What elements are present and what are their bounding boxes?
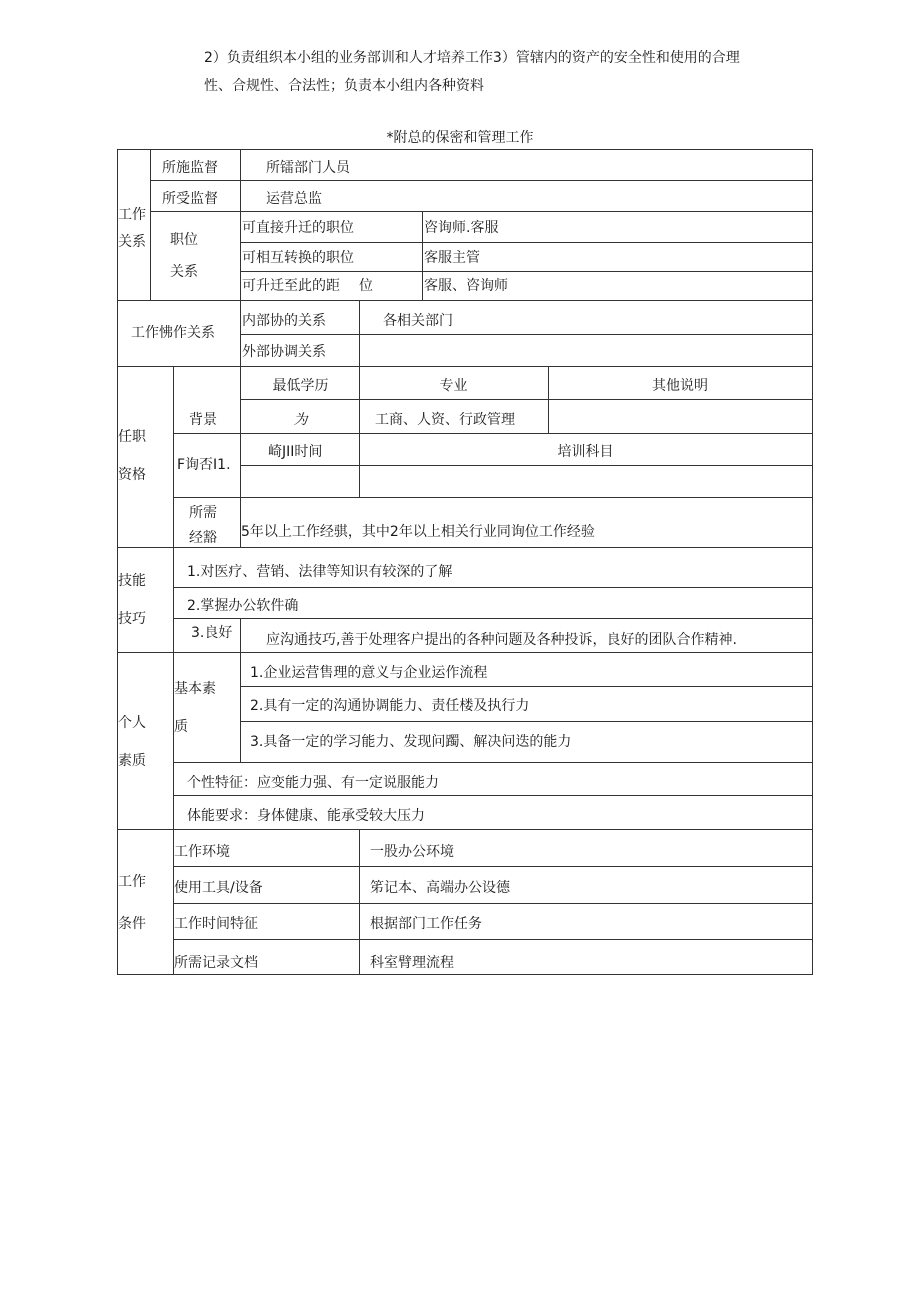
supervised-by-label: 所受监督 xyxy=(162,191,218,207)
col-line xyxy=(359,829,360,975)
col-line xyxy=(422,211,423,300)
row-line xyxy=(240,242,813,243)
row-line xyxy=(117,300,813,301)
row-line xyxy=(117,652,813,653)
row-line xyxy=(173,497,813,498)
basic-quality-2: 2.具有一定的沟通协调能力、责任楼及执行力 xyxy=(250,698,530,714)
work-time-label: 工作时间特征 xyxy=(174,916,258,932)
promote-value: 咨询师.客服 xyxy=(424,220,499,236)
row-line xyxy=(117,829,813,830)
experience-label-2: 经豁 xyxy=(189,530,217,546)
row-line xyxy=(150,211,813,212)
conditions-label-2: 条件 xyxy=(118,916,146,932)
promote-from-label-tail: 位 xyxy=(359,278,373,294)
supervises-value: 所镭部门人员 xyxy=(266,160,350,176)
records-label: 所需记录文档 xyxy=(174,955,258,971)
records-value: 科室臂理流程 xyxy=(370,955,454,971)
col-line xyxy=(240,652,241,762)
education-value: 为 xyxy=(293,412,308,428)
qualification-label-1: 任职 xyxy=(118,429,146,445)
row-line xyxy=(240,271,813,272)
physical-requirement: 体能要求：身体健康、能承受较大压力 xyxy=(187,808,425,824)
row-line xyxy=(117,149,813,150)
row-line xyxy=(117,974,813,975)
tools-label: 使用工具/设备 xyxy=(174,880,263,896)
skill-item-1: 1.对医疗、营销、法律等知识有较深的了解 xyxy=(187,564,453,580)
row-line xyxy=(173,762,813,763)
row-line xyxy=(240,721,813,722)
education-header: 最低学历 xyxy=(272,378,329,394)
skills-label-1: 技能 xyxy=(118,573,146,589)
supervises-label: 所施监督 xyxy=(162,160,218,176)
personality-trait: 个性特征：应变能力强、有一定说服能力 xyxy=(187,775,439,791)
work-relations-label-2: 关系 xyxy=(118,234,146,250)
experience-label-1: 所需 xyxy=(189,505,217,521)
col-line xyxy=(117,149,118,975)
row-line xyxy=(173,795,813,796)
col-line xyxy=(812,149,813,975)
conditions-label-1: 工作 xyxy=(118,874,146,890)
major-header: 专业 xyxy=(439,378,468,394)
intro-paragraph xyxy=(204,44,804,100)
row-line xyxy=(117,547,813,548)
position-relations-label-1: 职位 xyxy=(170,232,198,248)
skills-label-2: 技巧 xyxy=(118,611,146,627)
intro-line-1: 2）负责组织本小组的业务部训和人才培养工作3）管辖内的资产的安全性和使用的合理 xyxy=(204,50,740,66)
background-label: 背景 xyxy=(189,412,217,428)
cooperation-label: 工作怫作关系 xyxy=(131,325,215,341)
work-relations-label-1: 工作 xyxy=(118,207,146,223)
col-line xyxy=(240,149,241,367)
skill-item-3-value: 应沟通技巧,善于处理客户提出的各种问题及各种投诉，良好的团队合作精神. xyxy=(266,632,737,648)
row-line xyxy=(173,903,813,904)
promote-from-value: 客服、咨询师 xyxy=(424,278,508,294)
internal-coop-label: 内部协的关系 xyxy=(242,313,326,329)
promote-label: 可直接升迁的职位 xyxy=(242,220,354,236)
table-caption: *附总的保密和管理工作 xyxy=(386,130,534,146)
personal-label-1: 个人 xyxy=(118,715,146,731)
rotate-label: 可相互转换的职位 xyxy=(242,250,354,266)
skill-item-2: 2.掌握办公软件确 xyxy=(187,598,299,614)
skill-item-3-label: 3.良好 xyxy=(191,625,233,641)
col-line xyxy=(240,618,241,652)
col-line xyxy=(173,652,174,829)
row-line xyxy=(173,866,813,867)
work-env-value: 一股办公环境 xyxy=(370,844,454,860)
personal-label-2: 素质 xyxy=(118,753,146,769)
row-line xyxy=(240,399,813,400)
row-line xyxy=(173,587,813,588)
basic-quality-1: 1.企业运营售理的意义与企业运作流程 xyxy=(250,665,488,681)
qualification-label-2: 资格 xyxy=(118,467,146,483)
row-line xyxy=(173,939,813,940)
training-label: F询否I1. xyxy=(177,457,231,473)
basic-quality-label-2: 质 xyxy=(174,719,188,735)
major-value: 工商、人资、行政管理 xyxy=(375,412,515,428)
row-line xyxy=(150,180,813,181)
internal-coop-value: 各相关部门 xyxy=(383,313,453,329)
row-line xyxy=(240,686,813,687)
col-line xyxy=(359,300,360,366)
row-line xyxy=(173,433,813,434)
basic-quality-3: 3.具备一定的学习能力、发现问躅、解决问迭的能力 xyxy=(250,734,572,750)
basic-quality-label-1: 基本素 xyxy=(174,681,216,697)
training-time-header: 崎JII时间 xyxy=(268,444,323,460)
other-header: 其他说明 xyxy=(652,378,708,394)
col-line xyxy=(173,366,174,547)
col-line xyxy=(173,547,174,652)
rotate-value: 客服主管 xyxy=(424,250,480,266)
col-line xyxy=(240,366,241,547)
col-line xyxy=(150,149,151,300)
row-line xyxy=(117,366,813,367)
external-coop-label: 外部协调关系 xyxy=(242,344,326,360)
row-line xyxy=(240,465,813,466)
tools-value: 笫记本、高端办公设德 xyxy=(370,880,510,896)
work-env-label: 工作环境 xyxy=(174,844,230,860)
supervised-by-value: 运营总监 xyxy=(266,191,322,207)
promote-from-label: 可升迁至此的距 xyxy=(242,278,340,294)
work-time-value: 根据部门工作任务 xyxy=(370,916,482,932)
experience-value: 5年以上工作经骐，其中2年以上相关行业同询位工作经验 xyxy=(241,524,595,540)
row-line xyxy=(173,618,813,619)
position-relations-label-2: 关系 xyxy=(170,264,198,280)
row-line xyxy=(240,334,813,335)
training-subject-header: 培训科目 xyxy=(557,444,614,460)
intro-line-2: 性、合规性、合法性；负责本小组内各种资料 xyxy=(204,78,484,94)
